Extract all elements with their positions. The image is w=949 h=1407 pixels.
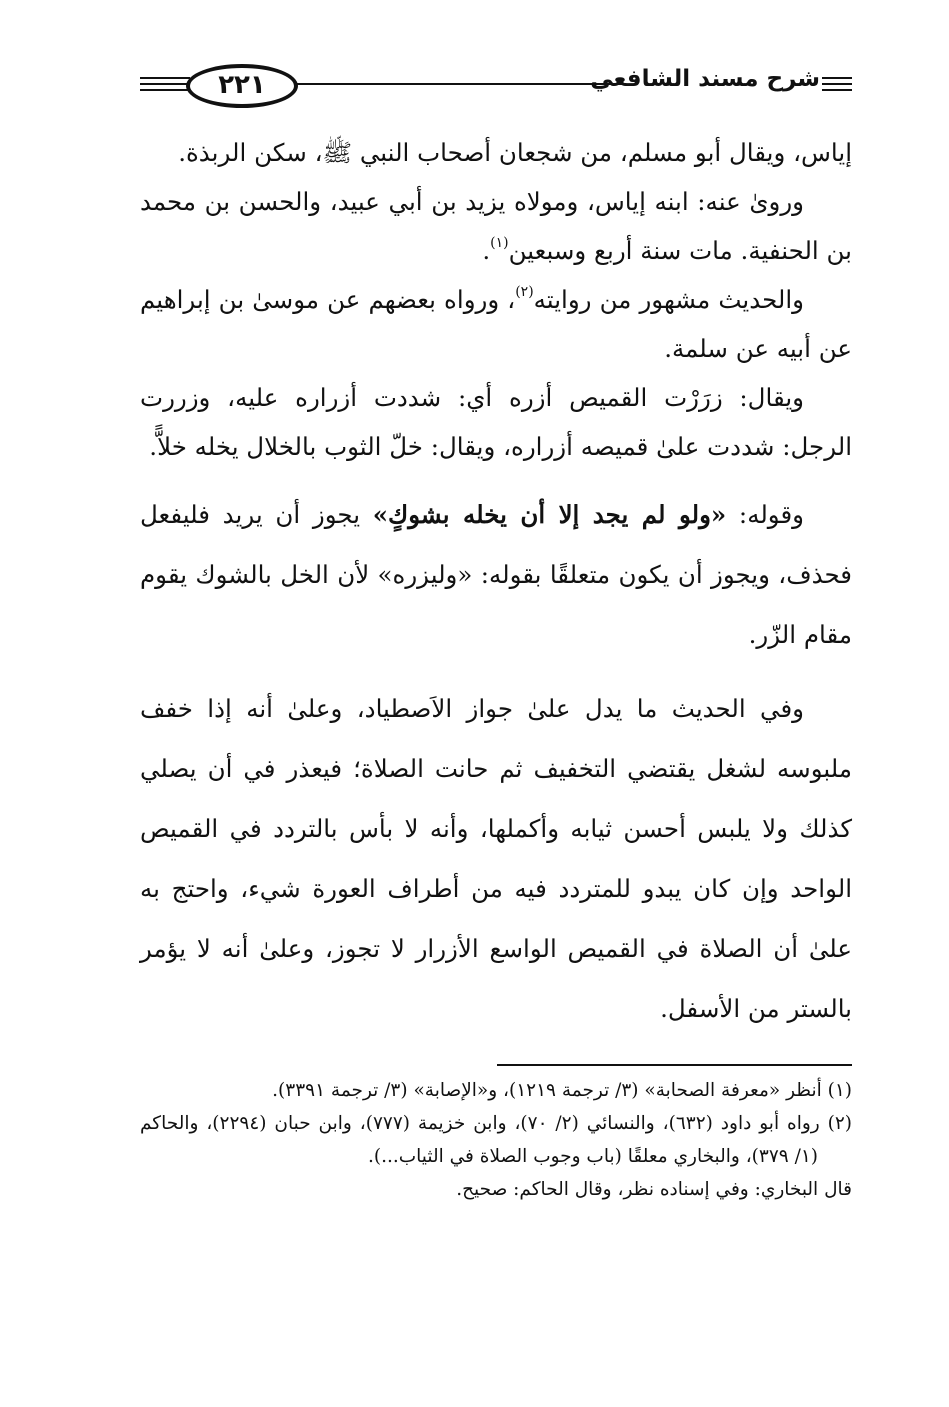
footnote-1: (١) أنظر «معرفة الصحابة» (٣/ ترجمة ١٢١٩)، و«الإصابة» (٣/ ترجمة ٣٣٩١). — [272, 1080, 852, 1101]
paragraph-2-text: وروىٰ عنه: ابنه إياس، ومولاه يزيد بن أبي عبيد، والحسن بن محمد بن الحنفية. مات سنة أربع وسبعين — [140, 187, 852, 265]
footnote-ref-2: (٢) — [515, 284, 534, 300]
footnote-ref-1: (١) — [490, 235, 509, 251]
paragraph-3-text: والحديث مشهور من روايته — [533, 285, 804, 314]
paragraph-4: ويقال: زرَرْت القميص أزره أي: شددت أزراره عليه، وزررت الرجل: شددت علىٰ قميصه أزراره، ويقال: خلّ الثوب بالخلال يخله خلاًّ. — [140, 383, 852, 461]
paragraph-2-end: . — [482, 236, 491, 265]
paragraph-6: وفي الحديث ما يدل علىٰ جواز الاَصطياد، وعلىٰ أنه إذا خفف ملبوسه لشغل يقتضي التخفيف ثم حانت الصلاة؛ فيعذر في أن يصلي كذلك ولا يلبس أحسن ثيابه وأكملها، وأنه لا بأس بالتردد في القميص الواحد وإن كان يبدو للمتردد فيه من أطراف العورة شيء، واحتج به علىٰ أن الصلاة في القميص الواسع الأزرار لا تجوز، وعلىٰ أنه لا يؤمر بالستر من الأسفل. — [140, 694, 852, 1023]
footnotes — [140, 1074, 852, 1206]
page-header — [140, 60, 852, 112]
paragraph-3-end: ، ورواه بعضهم عن موسىٰ بن إبراهيم عن أبيه عن سلمة. — [140, 285, 852, 363]
paragraph-3 — [140, 275, 852, 373]
page-number: ٢٢١ — [186, 64, 298, 108]
header-rule-right — [822, 89, 852, 91]
paragraph-5-rest: يجوز أن يريد فليفعل فحذف، ويجوز أن يكون متعلقًا بقوله: «وليزره» لأن الخل بالشوك يقوم مقام الزّر. — [140, 500, 852, 649]
footnote-3: قال البخاري: وفي إسناده نظر، وقال الحاكم: صحيح. — [456, 1179, 852, 1200]
header-rule-left — [140, 89, 190, 91]
header-rule-right — [822, 77, 852, 79]
header-rule-right — [822, 83, 852, 85]
header-rule-left — [140, 83, 190, 85]
book-title: شرح مسند الشافعي — [590, 66, 820, 92]
header-rule-left — [140, 77, 190, 79]
paragraph-5 — [140, 485, 852, 665]
paragraph-1: إياس، ويقال أبو مسلم، من شجعان أصحاب النبي ﷺ، سكن الربذة. — [178, 138, 852, 167]
hadith-quote: «ولو لم يجد إلا أن يخله بشوكٍ» — [372, 500, 727, 529]
paragraph-2 — [140, 177, 852, 275]
footnote-2: (٢) رواه أبو داود (٦٣٢)، والنسائي (٢/ ٧٠)، وابن خزيمة (٧٧٧)، وابن حبان (٢٢٩٤)، والحاكم (١/ ٣٧٩)، والبخاري معلقًا (باب وجوب الصلاة في الثياب...). — [140, 1113, 852, 1167]
header-rule-middle — [296, 83, 626, 85]
main-text — [140, 128, 852, 1039]
paragraph-5-start: وقوله: — [726, 500, 804, 529]
footnote-separator — [497, 1064, 852, 1066]
